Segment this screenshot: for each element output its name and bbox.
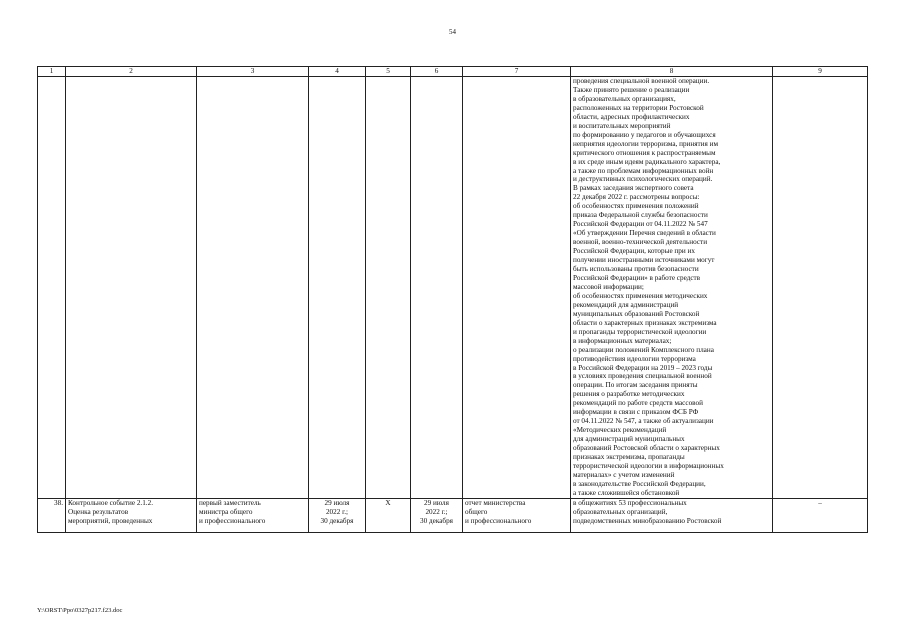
col-header-2: 2 [66,67,197,77]
event-name-line: Оценка результатов [68,507,129,516]
col-header-8: 8 [571,67,773,77]
responsible-line: первый заместитель [199,498,261,507]
actual-date-cell [411,498,463,532]
continuation-text-line: области о характерных признаках экстремизма [573,318,717,327]
continuation-row [38,77,868,499]
continuation-text-line: в законодательстве Российской Федерации, [573,479,706,488]
planned-date-line: 29 июля [324,498,350,507]
result-line: образовательных организаций, [573,507,668,516]
continuation-text-line: быть использованы против безопасности [573,265,699,274]
col-header-7: 7 [463,67,571,77]
continuation-text-line: признаках экстремизма, пропаганды [573,453,685,462]
note-cell: – [773,498,868,532]
continuation-text-line: в условиях проведения специальной военной [573,372,712,381]
col-header-1: 1 [38,67,66,77]
continuation-text-line: муниципальных образований Ростовской [573,309,700,318]
event-name-line: Контрольное событие 2.1.2. [68,498,153,507]
col-header-3: 3 [197,67,309,77]
continuation-text-line: 22 декабря 2022 г. рассмотрены вопросы: [573,193,700,202]
continuation-text-line: материалах» с учетом изменений [573,470,675,479]
result-line: в общежитиях 53 профессиональных [573,498,687,507]
result-line: подведомственных минобразованию Ростовской [573,516,722,525]
col-header-4: 4 [309,67,366,77]
continuation-text-line: а также по проблемам информационных войн [573,166,714,175]
continuation-text-line: операции. По итогам заседания приняты [573,381,698,390]
continuation-text-line: для администраций муниципальных [573,435,685,444]
col-header-6: 6 [411,67,463,77]
col-header-5: 5 [366,67,411,77]
continuation-text-line: «Методических рекомендаций [573,426,667,435]
continuation-text-line: военной, военно-технической деятельности [573,238,708,247]
continuation-text-line: Российской Федерации от 04.11.2022 № 547 [573,220,708,229]
responsible-cell [197,498,309,532]
continuation-text-line: рекомендаций для администраций [573,300,679,309]
col5-cell: X [366,498,411,532]
continuation-text-line: о реализации положений Комплексного плана [573,345,714,354]
continuation-text-line: получении иностранными источниками могут [573,256,715,265]
continuation-text-line: проведения специальной военной операции. [573,77,710,85]
continuation-text-line: в Российской Федерации на 2019 – 2023 годы [573,363,713,372]
continuation-text-line: критического отношения к распространяемым [573,148,716,157]
actual-date-line: 2022 г.; [425,507,448,516]
continuation-text-line: об особенностях применения методических [573,291,708,300]
continuation-text-line: решения о разработке методических [573,390,685,399]
continuation-text-line: расположенных на территории Ростовской [573,103,704,112]
continuation-text-line: Российской Федерации, которые при их [573,247,695,256]
continuation-text-line: противодействия идеологии терроризма [573,354,696,363]
continuation-text-line: приказа Федеральной службы безопасности [573,211,708,220]
continuation-text-line: в образовательных организациях, [573,94,676,103]
col-header-9: 9 [773,67,868,77]
continuation-text-line: образований Ростовской области о характерных [573,444,720,453]
planned-date-line: 2022 г.; [325,507,349,516]
actual-date-line: 30 декабря [420,516,453,525]
report-table [37,66,868,533]
report-cell [463,498,571,532]
file-path-footer: Y:\ORST\Ppo\0327p217.f23.doc [37,607,123,614]
event-name-line: мероприятий, проведенных [68,516,153,525]
responsible-line: министра общего [199,507,253,516]
continuation-text-line: а также сложившейся обстановкой [573,488,680,497]
event-name-cell [66,498,197,532]
continuation-text-line: Также принято решение о реализации [573,85,690,94]
continuation-text-line: и пропаганды террористической идеологии [573,327,707,336]
planned-date-line: 30 декабря [320,516,354,525]
table-row-38 [38,498,868,532]
row-number: 38. [38,498,66,532]
result-cell [571,498,773,532]
planned-date-cell [309,498,366,532]
header-row [38,67,868,77]
continuation-text-line: массовой информации; [573,282,644,291]
continuation-text-line: от 04.11.2022 № 547, а также об актуализации [573,417,714,426]
continuation-text-line: террористической идеологии в информационных [573,461,724,470]
responsible-line: и профессионального [199,516,266,525]
continuation-text-line: «Об утверждении Перечня сведений в области [573,229,716,238]
report-line: общего [465,507,488,516]
continuation-text-line: по формированию у педагогов и обучающихся [573,130,716,139]
continuation-text-line: области, адресных профилактических [573,112,690,121]
report-line: и профессионального [465,516,532,525]
continuation-text-line: информации в связи с приказом ФСБ РФ [573,408,699,417]
continuation-text-line: в их среде иным идеям радикального характера, [573,157,721,166]
continuation-text-line: В рамках заседания экспертного совета [573,184,694,193]
continuation-text-line: об особенностях применения положений [573,202,699,211]
continuation-text-line: неприятия идеологии терроризма, принятия им [573,139,719,148]
continuation-text-line: рекомендаций по работе средств массовой [573,399,703,408]
continuation-text-line: Российской Федерации» в работе средств [573,273,701,282]
page-number: 54 [449,28,456,36]
actual-date-line: 29 июля [424,498,449,507]
continuation-text-cell [571,77,773,499]
continuation-text-line: и деструктивных психологических операций. [573,175,713,184]
report-line: отчет министерства [465,498,526,507]
continuation-text-line: в информационных материалах; [573,336,672,345]
continuation-text-line: и воспитательных мероприятий [573,121,671,130]
